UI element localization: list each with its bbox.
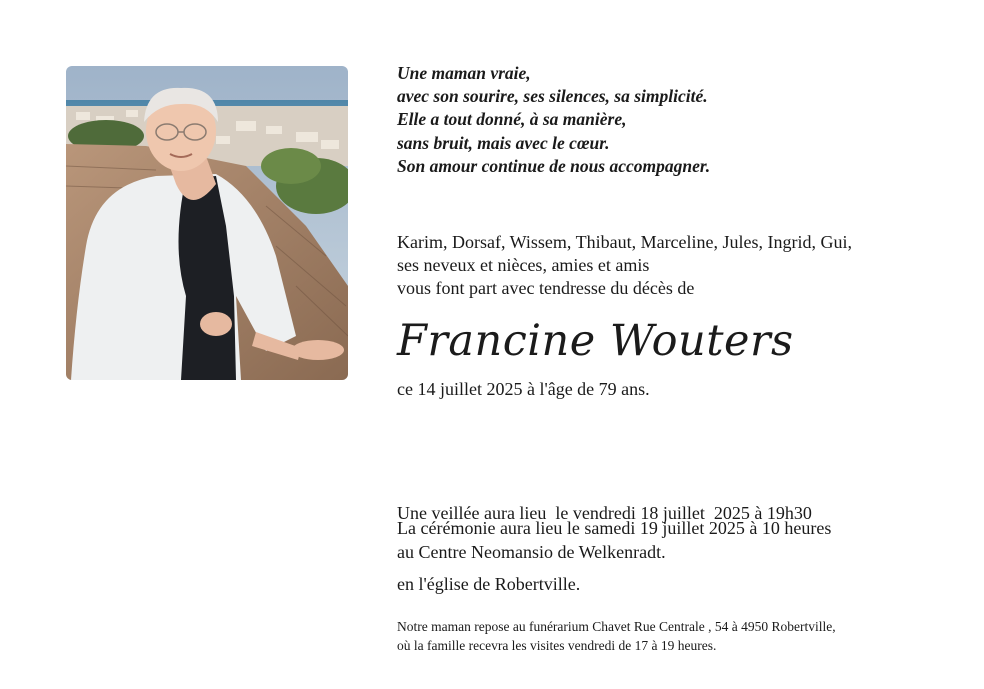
poem-line: Elle a tout donné, à sa manière,	[397, 109, 627, 130]
family-announcement	[397, 231, 852, 300]
poem-line: sans bruit, mais avec le cœur.	[397, 132, 610, 153]
poem-line: avec son sourire, ses silences, sa simplicité.	[397, 86, 708, 107]
vigil-line: en l'église de Robertville.	[397, 573, 581, 594]
ceremony-line: La cérémonie aura lieu le samedi 19 juillet 2025 à 10 heures	[397, 518, 832, 538]
ceremony-info	[397, 517, 831, 564]
announcement-line: ses neveux et nièces, amies et amis	[397, 255, 650, 275]
announcement-line: Karim, Dorsaf, Wissem, Thibaut, Marceline, Jules, Ingrid, Gui,	[397, 232, 853, 252]
portrait-photo	[66, 66, 348, 380]
poem-line: Son amour continue de nous accompagner.	[397, 155, 711, 176]
deceased-name: Francine Wouters	[397, 316, 794, 366]
poem-line: Une maman vraie,	[397, 63, 531, 83]
footnote-line: Notre maman repose au funérarium Chavet Rue Centrale , 54 à 4950 Robertville,	[397, 619, 836, 634]
memorial-poem	[397, 62, 710, 178]
death-date-line: ce 14 juillet 2025 à l'âge de 79 ans.	[397, 379, 650, 399]
visitation-note	[397, 617, 836, 655]
announcement-line: vous font part avec tendresse du décès de	[397, 278, 695, 298]
ceremony-line: au Centre Neomansio de Welkenradt.	[397, 541, 666, 562]
vigil-line: Une veillée aura lieu le vendredi 18 juillet 2025 à 19h30	[397, 503, 812, 523]
footnote-line: où la famille recevra les visites vendredi de 17 à 19 heures.	[397, 638, 717, 653]
